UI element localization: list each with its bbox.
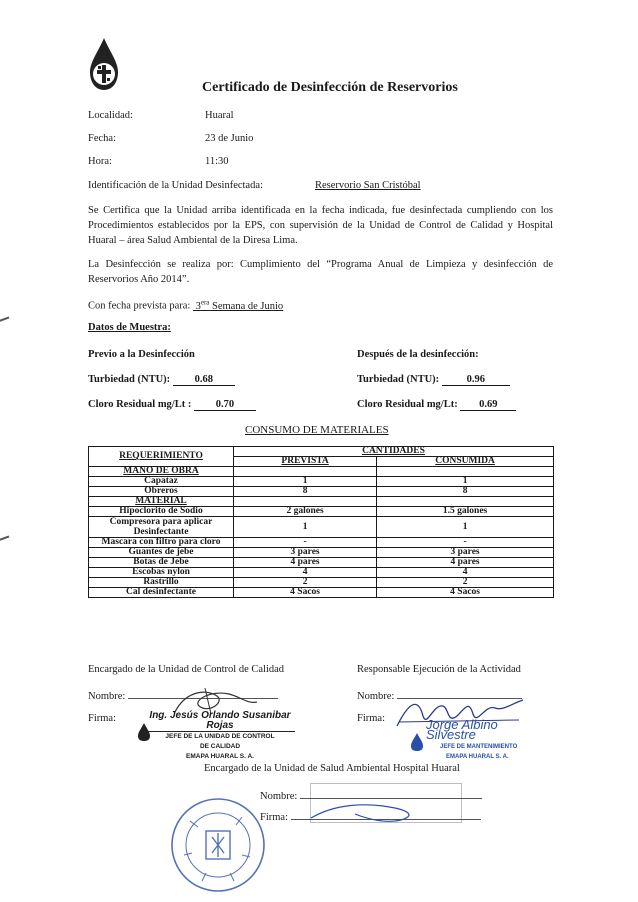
col-cantidades: CANTIDADES bbox=[234, 447, 554, 457]
table-row: Obreros 8 8 bbox=[89, 487, 554, 497]
stamp-right-line2: EMAPA HUARAL S. A. bbox=[446, 754, 509, 760]
stamp-left-line1: JEFE DE LA UNIDAD DE CONTROL bbox=[165, 733, 275, 740]
col-requerimiento: REQUERIMIENTO bbox=[89, 447, 234, 467]
localidad-value: Huaral bbox=[205, 110, 234, 121]
scan-mark-1 bbox=[0, 316, 11, 325]
stamp-left-logo-icon bbox=[137, 722, 151, 745]
scan-mark-2 bbox=[0, 535, 11, 544]
emapa-logo bbox=[86, 36, 122, 92]
table-row: Mascara con filtro para cloro - - bbox=[89, 538, 554, 548]
stamp-right-logo-icon bbox=[410, 732, 424, 755]
despues-title: Después de la desinfección: bbox=[357, 349, 479, 360]
table-row: Cal desinfectante 4 Sacos 4 Sacos bbox=[89, 588, 554, 598]
turbiedad-despues-label: Turbiedad (NTU): bbox=[357, 374, 440, 385]
page-title: Certificado de Desinfección de Reservorios bbox=[202, 80, 458, 95]
fecha-value: 23 de Junio bbox=[205, 133, 254, 144]
fecha-label: Fecha: bbox=[88, 133, 116, 144]
table-row: Escobas nylon 4 4 bbox=[89, 568, 554, 578]
turbiedad-previo-value: 0.68 bbox=[173, 374, 235, 386]
stamp-left-line2: DE CALIDAD bbox=[199, 743, 241, 750]
stamp-right-line1: JEFE DE MANTENIMIENTO bbox=[440, 744, 518, 750]
signature-hospital bbox=[305, 800, 435, 829]
col-prevista: PREVISTA bbox=[234, 457, 377, 467]
firma-left-label: Firma: bbox=[88, 713, 116, 724]
round-seal bbox=[168, 795, 268, 898]
section-row-mano bbox=[89, 467, 554, 477]
datos-muestra-title: Datos de Muestra: bbox=[88, 322, 171, 333]
hora-value: 11:30 bbox=[205, 156, 229, 167]
turbiedad-previo-label: Turbiedad (NTU): bbox=[88, 374, 171, 385]
materiales-table bbox=[88, 446, 554, 598]
turbiedad-despues-row bbox=[357, 374, 510, 386]
unidad-label: Identificación de la Unidad Desinfectada: bbox=[88, 180, 263, 191]
table-row: Hipoclorito de Sodio 2 galones 1.5 galones bbox=[89, 507, 554, 517]
table-row: Botas de Jebe 4 pares 4 pares bbox=[89, 558, 554, 568]
turbiedad-previo-row bbox=[88, 374, 235, 386]
certificacion-paragraph: Se Certifica que la Unidad arriba identificada en la fecha indicada, fue desinfectada cumpliendo con los Procedimientos establecidos por la EPS, con supervisión de la Unidad de Control de Calidad y Hospital Huaral – área Salud Ambiental de la Diresa Lima. bbox=[88, 205, 553, 246]
table-row: Compresora para aplicar Desinfectante 1 1 bbox=[89, 517, 554, 538]
firma-hospital-label: Firma: bbox=[260, 812, 288, 823]
cloro-previo-value: 0.70 bbox=[194, 399, 256, 411]
stamp-left-line3: EMAPA HUARAL S. A. bbox=[186, 753, 254, 760]
fecha-prevista-label: Con fecha prevista para: bbox=[88, 300, 191, 312]
localidad-label: Localidad: bbox=[88, 110, 133, 121]
table-row: Guantes de jebe 3 pares 3 pares bbox=[89, 548, 554, 558]
cloro-previo-label: Cloro Residual mg/Lt : bbox=[88, 399, 192, 410]
table-header-row bbox=[89, 447, 554, 457]
cloro-despues-row bbox=[357, 399, 516, 411]
table-row: Capataz 1 1 bbox=[89, 477, 554, 487]
nombre-hospital-label: Nombre: bbox=[260, 791, 298, 802]
materiales-title: CONSUMO DE MATERIALES bbox=[245, 424, 389, 436]
encargado-cc-label: Encargado de la Unidad de Control de Calidad bbox=[88, 664, 285, 675]
cloro-despues-label: Cloro Residual mg/Lt: bbox=[357, 399, 458, 410]
section-material: MATERIAL bbox=[89, 497, 234, 507]
table-row: Rastrillo 2 2 bbox=[89, 578, 554, 588]
cloro-previo-row bbox=[88, 399, 256, 411]
fecha-prevista-value: $3^{era}$ Semana de Junio bbox=[195, 298, 284, 312]
stamp-right bbox=[426, 717, 546, 762]
section-mano-de-obra: MANO DE OBRA bbox=[89, 467, 234, 477]
stamp-left-name: Ing. Jesús Orlando Susanibar Rojas bbox=[145, 711, 295, 732]
nombre-right-label: Nombre: bbox=[357, 691, 395, 702]
stamp-right-name: Jorge Albino Silvestre bbox=[426, 717, 498, 742]
hora-label: Hora: bbox=[88, 156, 112, 167]
unidad-value: Reservorio San Cristóbal bbox=[315, 180, 421, 191]
cloro-despues-value: 0.69 bbox=[460, 399, 516, 411]
fecha-prevista-row bbox=[88, 298, 283, 312]
nombre-left-label: Nombre: bbox=[88, 691, 126, 702]
encargado-hospital-label: Encargado de la Unidad de Salud Ambiental Hospital Huaral bbox=[204, 763, 460, 774]
stamp-left bbox=[145, 711, 295, 762]
previo-title: Previo a la Desinfección bbox=[88, 349, 195, 360]
desinfeccion-paragraph: La Desinfección se realiza por: Cumplimiento del “Programa Anual de Limpieza y desinfección de Reservorios Año 2014”. bbox=[88, 259, 553, 285]
col-consumida: CONSUMIDA bbox=[377, 457, 554, 467]
section-row-material bbox=[89, 497, 554, 507]
turbiedad-despues-value: 0.96 bbox=[442, 374, 510, 386]
responsable-label: Responsable Ejecución de la Actividad bbox=[357, 664, 521, 675]
firma-right-label: Firma: bbox=[357, 713, 385, 724]
